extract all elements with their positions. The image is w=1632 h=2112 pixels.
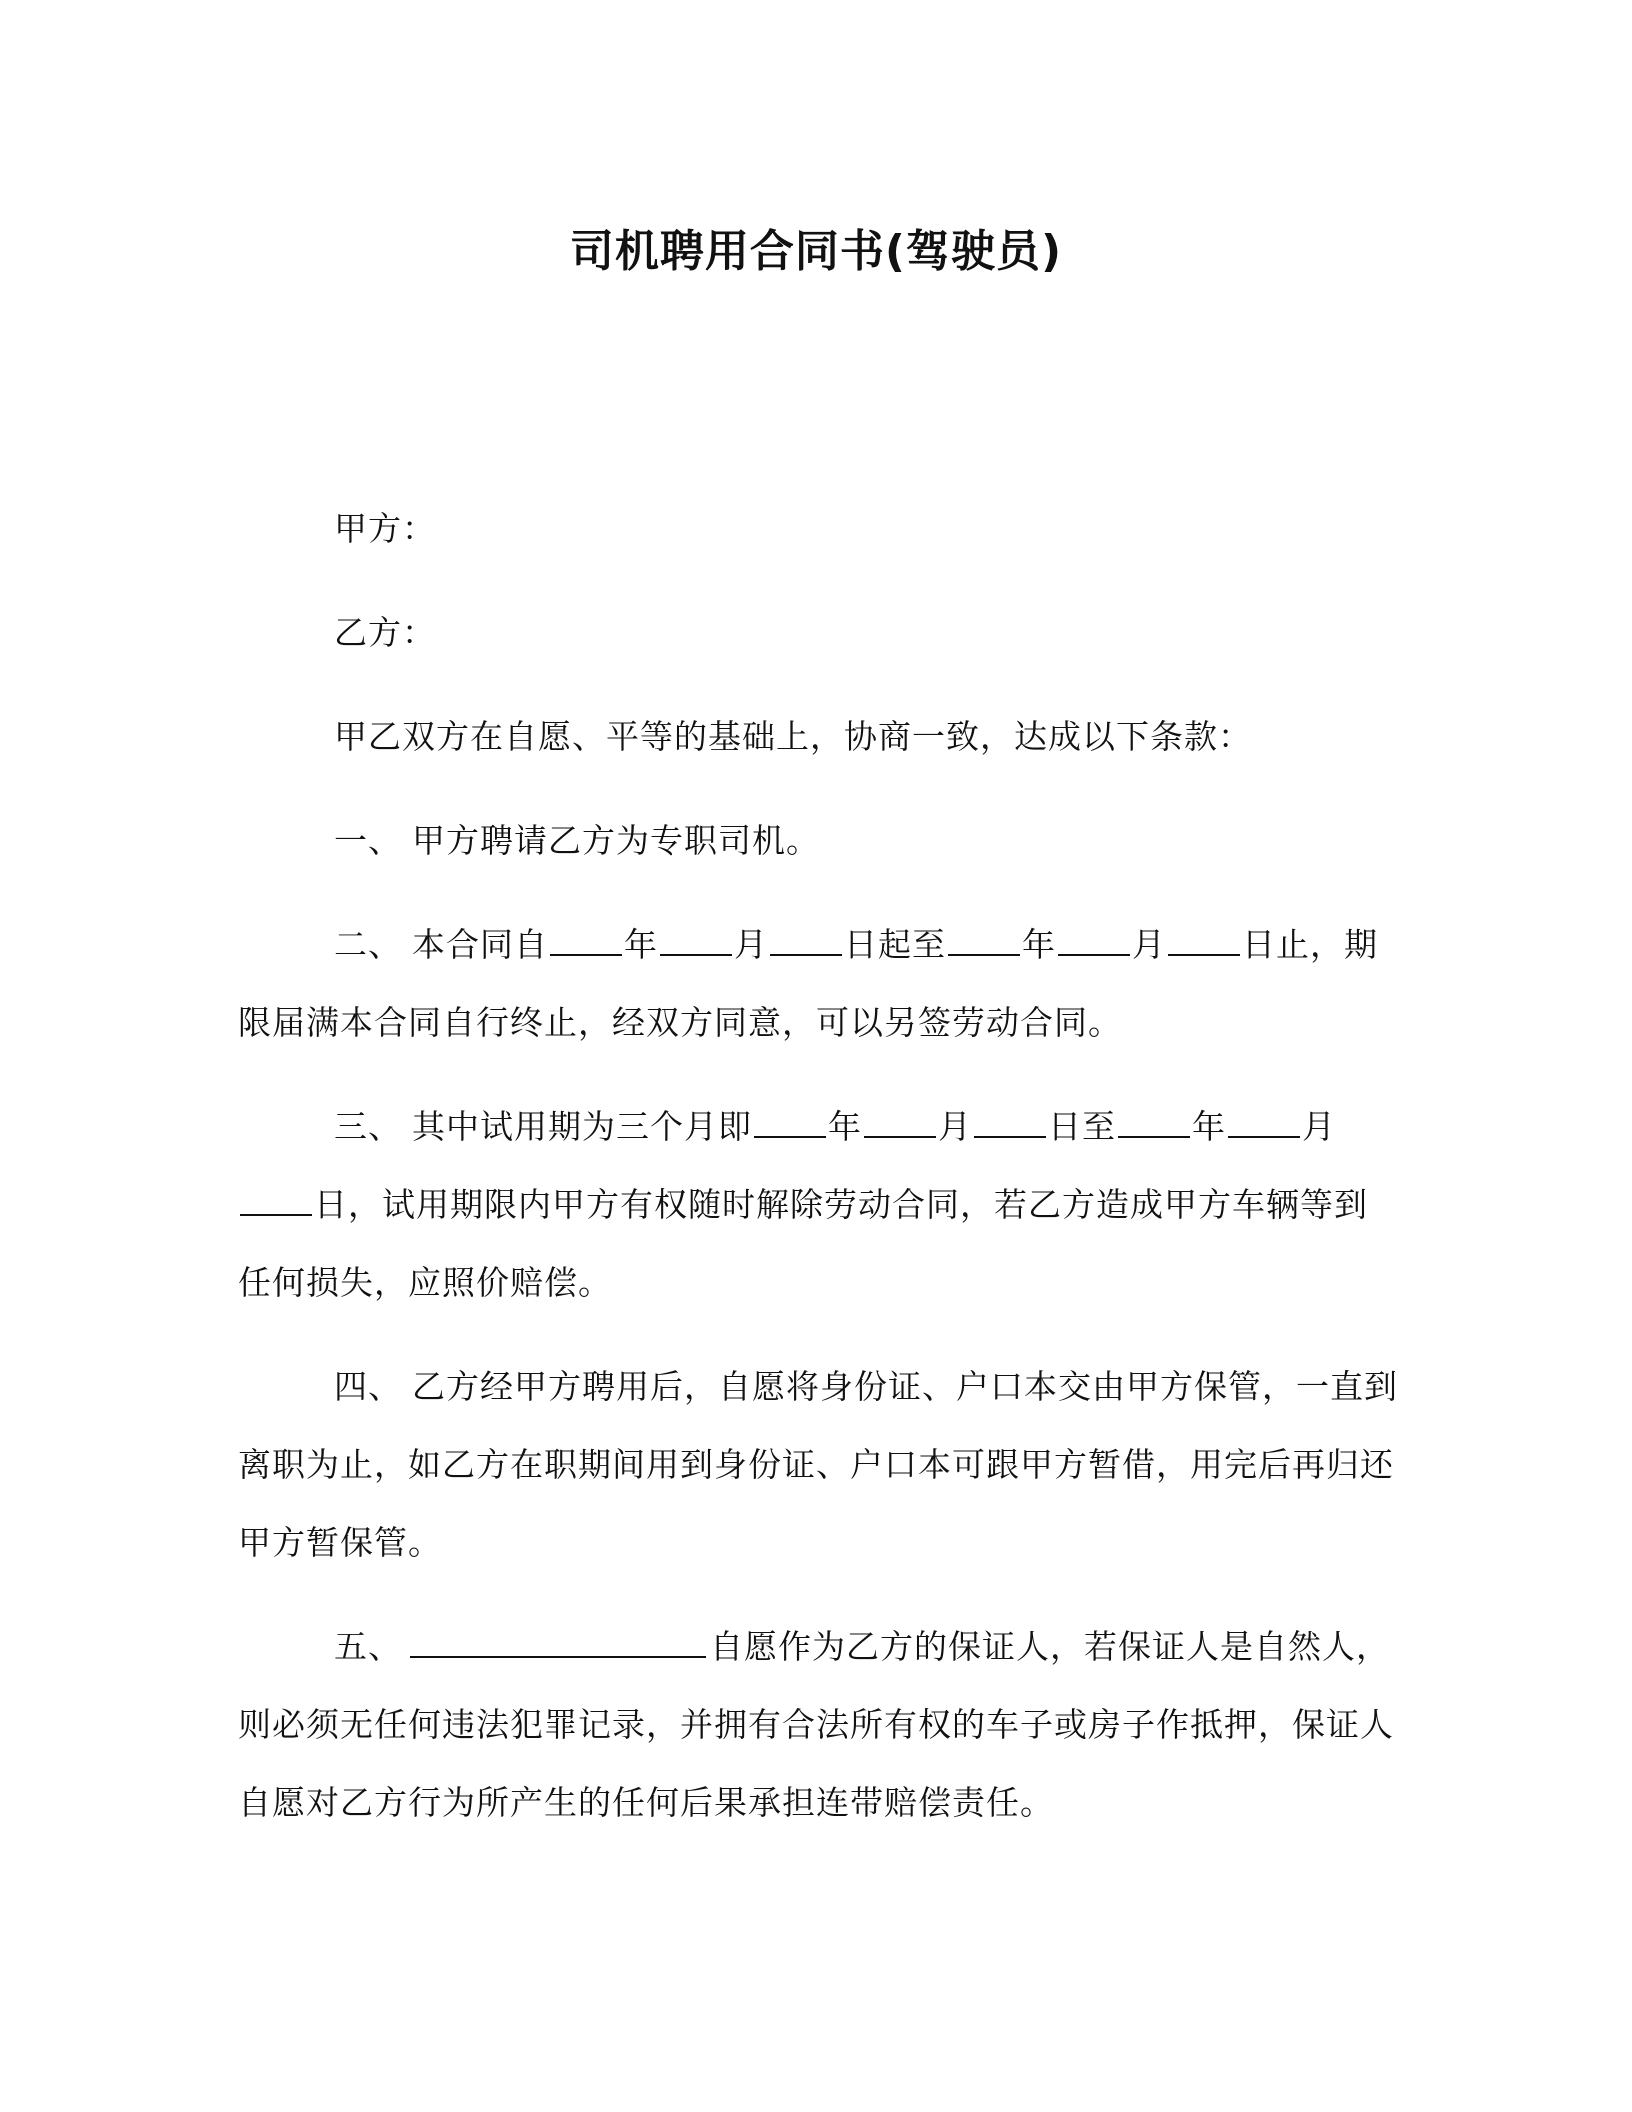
clause-5-text: 自愿作为乙方的保证人，若保证人是自然人，则必须无任何违法犯罪记录，并拥有合法所有权的车子或房子作抵押，保证人自愿对乙方行为所产生的任何后果承担连带赔偿责任。 bbox=[238, 1627, 1394, 1822]
day-label: 日， bbox=[314, 1185, 382, 1224]
clause-3-text-start: 其中试用期为三个月即 bbox=[412, 1107, 752, 1146]
preamble: 甲乙双方在自愿、平等的基础上，协商一致，达成以下条款： bbox=[334, 717, 1252, 756]
guarantor-name-blank[interactable] bbox=[410, 1626, 706, 1658]
year-label: 年 bbox=[1192, 1107, 1226, 1146]
clause-1-number: 一、 bbox=[334, 821, 402, 860]
party-b-line: 乙方： bbox=[334, 613, 436, 652]
clause-5 bbox=[238, 1608, 1398, 1842]
end-month-blank[interactable] bbox=[1058, 924, 1130, 956]
clause-1 bbox=[238, 802, 1398, 880]
trial-start-day-blank[interactable] bbox=[974, 1106, 1046, 1138]
clause-3-number: 三、 bbox=[334, 1107, 402, 1146]
clause-4 bbox=[238, 1348, 1398, 1582]
end-day-blank[interactable] bbox=[1168, 924, 1240, 956]
party-a-line: 甲方： bbox=[334, 509, 436, 548]
day-from-label: 日起至 bbox=[844, 925, 946, 964]
trial-start-year-blank[interactable] bbox=[754, 1106, 826, 1138]
clause-5-number: 五、 bbox=[334, 1627, 402, 1666]
start-year-blank[interactable] bbox=[550, 924, 622, 956]
month-label: 月 bbox=[1132, 925, 1166, 964]
clause-3 bbox=[238, 1088, 1398, 1322]
clause-3-text-end: 试用期限内甲方有权随时解除劳动合同，若乙方造成甲方车辆等到任何损失，应照价赔偿。 bbox=[238, 1185, 1368, 1302]
clause-1-text: 甲方聘请乙方为专职司机。 bbox=[412, 821, 820, 860]
year-label: 年 bbox=[828, 1107, 862, 1146]
trial-end-day-blank[interactable] bbox=[240, 1184, 312, 1216]
start-month-blank[interactable] bbox=[660, 924, 732, 956]
trial-end-month-blank[interactable] bbox=[1228, 1106, 1300, 1138]
clause-2-text-end: 期限届满本合同自行终止，经双方同意，可以另签劳动合同。 bbox=[238, 925, 1378, 1042]
year-label: 年 bbox=[1022, 925, 1056, 964]
clause-2-text-start: 本合同自 bbox=[412, 925, 548, 964]
day-to-label: 日止， bbox=[1242, 925, 1344, 964]
clause-4-text: 乙方经甲方聘用后，自愿将身份证、户口本交由甲方保管，一直到离职为止，如乙方在职期间用到身份证、户口本可跟甲方暂借，用完后再归还甲方暂保管。 bbox=[238, 1367, 1398, 1562]
clause-2 bbox=[238, 906, 1398, 1062]
day-to-label: 日至 bbox=[1048, 1107, 1116, 1146]
document-title: 司机聘用合同书(驾驶员) bbox=[569, 226, 1063, 277]
month-label: 月 bbox=[734, 925, 768, 964]
month-label: 月 bbox=[1302, 1107, 1336, 1146]
end-year-blank[interactable] bbox=[948, 924, 1020, 956]
year-label: 年 bbox=[624, 925, 658, 964]
clause-4-number: 四、 bbox=[334, 1367, 402, 1406]
document-body bbox=[238, 490, 1398, 1868]
trial-end-year-blank[interactable] bbox=[1118, 1106, 1190, 1138]
month-label: 月 bbox=[938, 1107, 972, 1146]
trial-start-month-blank[interactable] bbox=[864, 1106, 936, 1138]
clause-2-number: 二、 bbox=[334, 925, 402, 964]
start-day-blank[interactable] bbox=[770, 924, 842, 956]
